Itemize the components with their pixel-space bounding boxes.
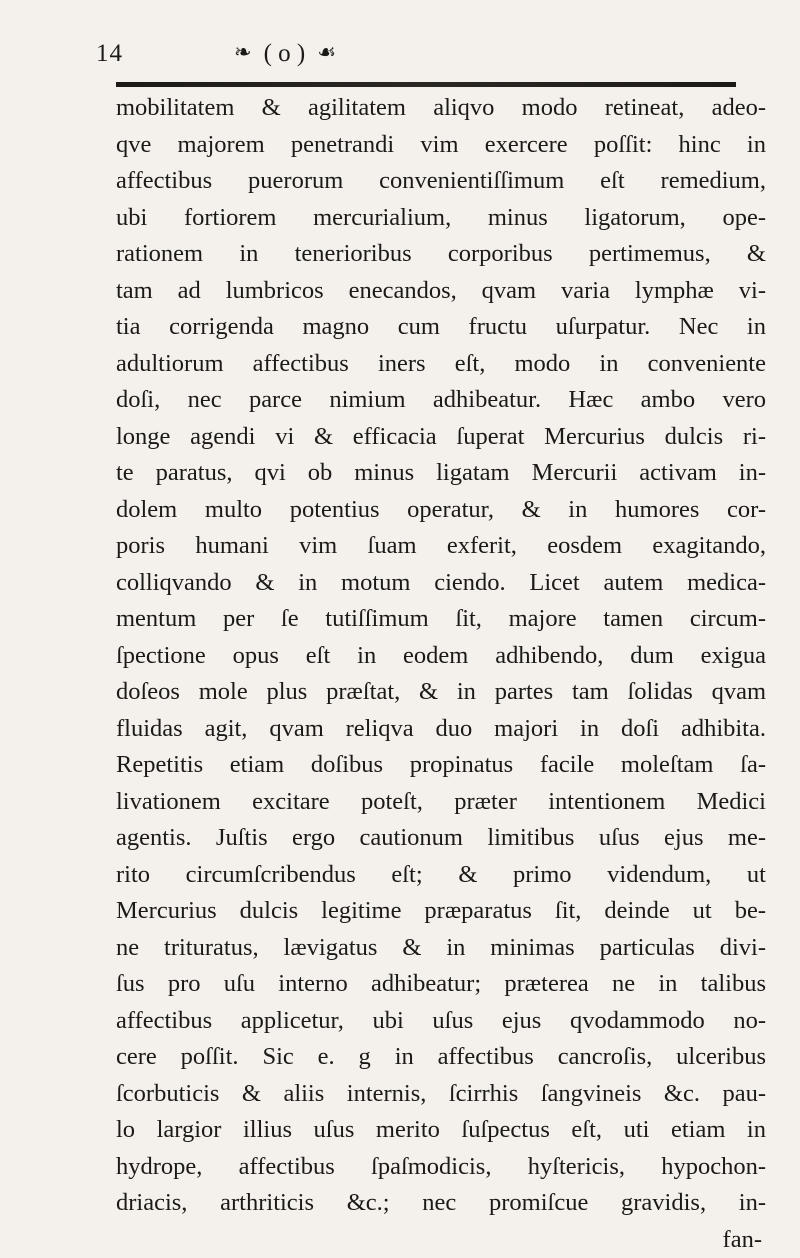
text-line: fluidas agit, qvam reliqva duo majori in doſi adhibita.: [116, 711, 766, 748]
text-line: tia corrigenda magno cum fructu uſurpatur. Nec in: [116, 309, 766, 346]
text-line: doſi, nec parce nimium adhibeatur. Hæc ambo vero: [116, 382, 766, 419]
text-line: agentis. Juſtis ergo cautionum limitibus uſus ejus me-: [116, 820, 766, 857]
text-line: livationem excitare poteſt, præter intentionem Medici: [116, 784, 766, 821]
text-line: doſeos mole plus præſtat, & in partes tam ſolidas qvam: [116, 674, 766, 711]
text-line: adultiorum affectibus iners eſt, modo in conveniente: [116, 346, 766, 383]
text-line: rationem in tenerioribus corporibus pertimemus, &: [116, 236, 766, 273]
right-ornament-icon: ☙: [317, 40, 336, 65]
text-line: mobilitatem & agilitatem aliqvo modo retineat, adeo-: [116, 90, 766, 127]
running-head: [234, 40, 434, 68]
text-line: rito circumſcribendus eſt; & primo videndum, ut: [116, 857, 766, 894]
text-line: ſcorbuticis & aliis internis, ſcirrhis ſangvineis &c. pau-: [116, 1076, 766, 1113]
text-line: cere poſſit. Sic e. g in affectibus cancroſis, ulceribus: [116, 1039, 766, 1076]
text-line: longe agendi vi & efficacia ſuperat Mercurius dulcis ri-: [116, 419, 766, 456]
left-ornament-icon: ❧: [234, 40, 252, 65]
text-line: lo largior illius uſus merito ſuſpectus eſt, uti etiam in: [116, 1112, 766, 1149]
page-header: [96, 38, 736, 78]
text-line: ſus pro uſu interno adhibeatur; præterea ne in talibus: [116, 966, 766, 1003]
text-line: poris humani vim ſuam exferit, eosdem exagitando,: [116, 528, 766, 565]
text-line: te paratus, qvi ob minus ligatam Mercurii activam in-: [116, 455, 766, 492]
text-line: ne trituratus, lævigatus & in minimas particulas divi-: [116, 930, 766, 967]
text-line: qve majorem penetrandi vim exercere poſſit: hinc in: [116, 127, 766, 164]
header-rule: [116, 82, 736, 87]
page-number: 14: [96, 40, 123, 68]
text-line: Repetitis etiam doſibus propinatus facile moleſtam ſa-: [116, 747, 766, 784]
text-line: Mercurius dulcis legitime præparatus ſit, deinde ut be-: [116, 893, 766, 930]
text-line: tam ad lumbricos enecandos, qvam varia lymphæ vi-: [116, 273, 766, 310]
text-line: ſpectione opus eſt in eodem adhibendo, dum exigua: [116, 638, 766, 675]
text-line: hydrope, affectibus ſpaſmodicis, hyſtericis, hypochon-: [116, 1149, 766, 1186]
text-line: affectibus puerorum convenientiſſimum eſt remedium,: [116, 163, 766, 200]
text-line: dolem multo potentius operatur, & in humores cor-: [116, 492, 766, 529]
text-line: mentum per ſe tutiſſimum ſit, majore tamen circum-: [116, 601, 766, 638]
text-line: colliqvando & in motum ciendo. Licet autem medica-: [116, 565, 766, 602]
text-line: ubi fortiorem mercurialium, minus ligatorum, ope-: [116, 200, 766, 237]
body-text: [116, 90, 766, 1258]
text-line: driacis, arthriticis &c.; nec promiſcue gravidis, in-: [116, 1185, 766, 1222]
catchword: fan-: [116, 1222, 766, 1258]
text-line: affectibus applicetur, ubi uſus ejus qvodammodo no-: [116, 1003, 766, 1040]
running-head-text: ( o ): [264, 40, 306, 67]
